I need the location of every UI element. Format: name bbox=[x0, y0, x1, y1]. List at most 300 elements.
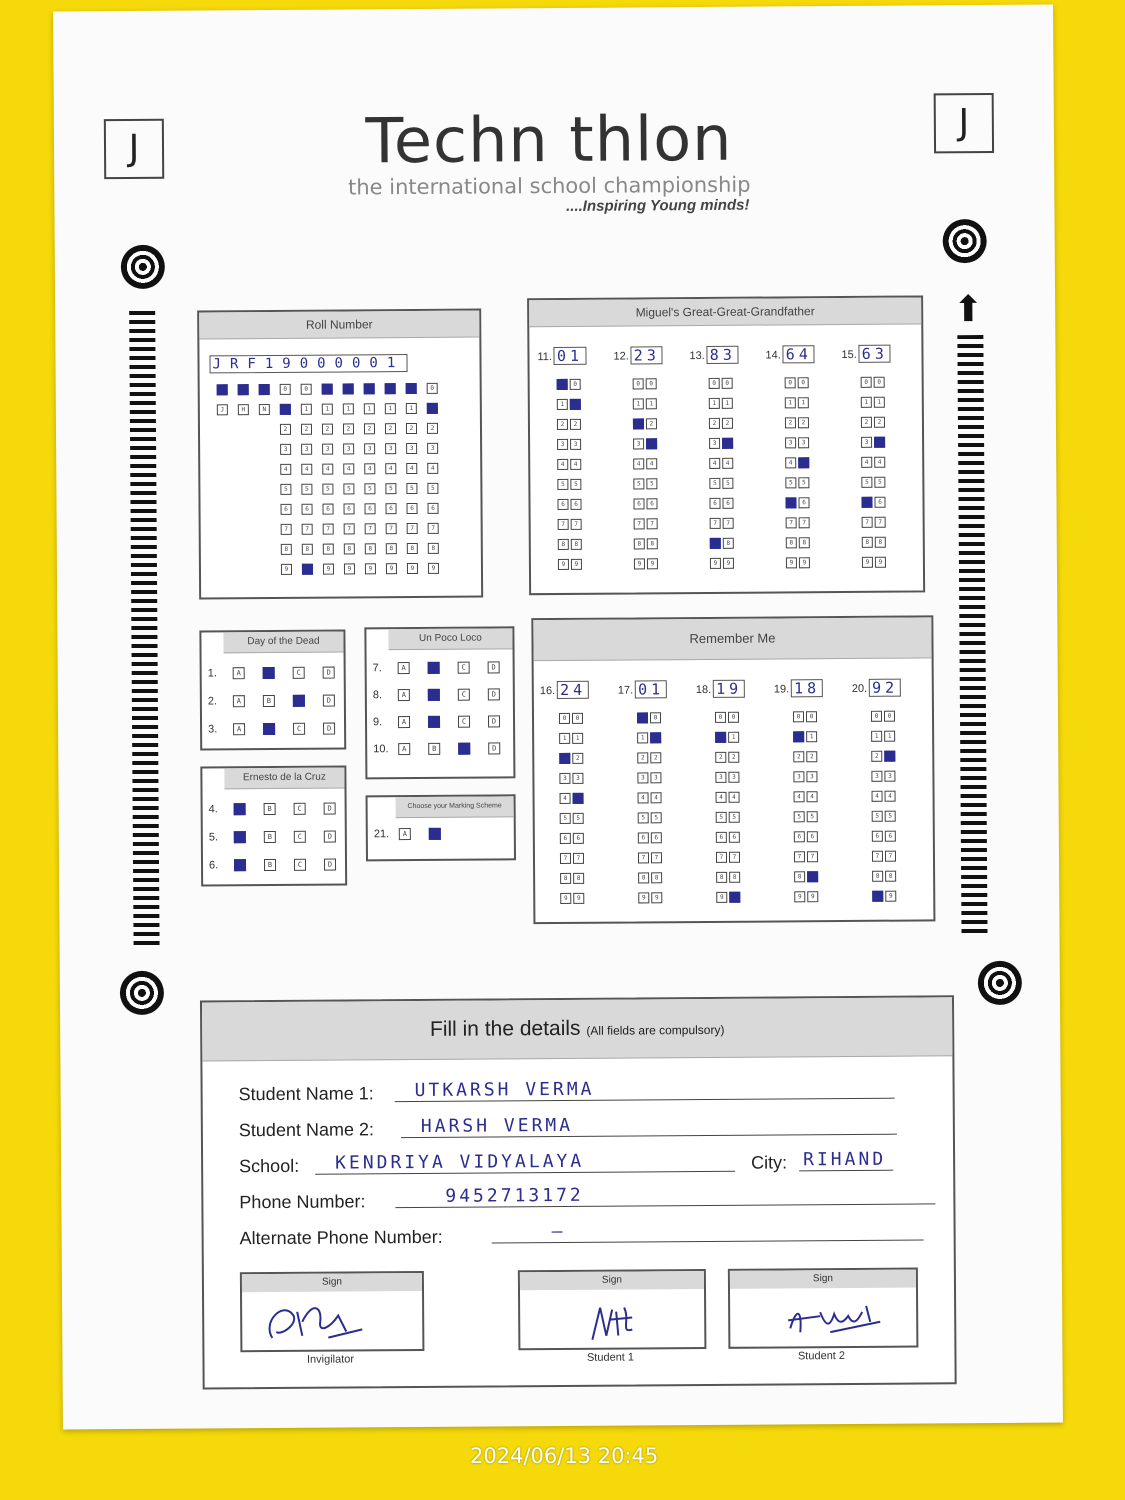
day-of-dead-option-bubble[interactable]: B bbox=[263, 723, 275, 735]
marking-scheme-option-bubble[interactable]: B bbox=[429, 828, 441, 840]
day-of-dead-option-bubble[interactable]: A bbox=[233, 667, 245, 679]
miguel-bubble[interactable]: 0 bbox=[646, 379, 657, 390]
remember-bubble[interactable]: 0 bbox=[806, 711, 817, 722]
remember-bubble[interactable]: 2 bbox=[715, 752, 726, 763]
miguel-bubble[interactable]: 8 bbox=[634, 539, 645, 550]
un-poco-loco-option-bubble[interactable]: B bbox=[428, 743, 440, 755]
miguel-bubble[interactable]: 3 bbox=[633, 439, 644, 450]
miguel-bubble[interactable]: 2 bbox=[570, 419, 581, 430]
remember-bubble[interactable]: 1 bbox=[728, 732, 739, 743]
miguel-bubble[interactable]: 4 bbox=[722, 458, 733, 469]
miguel-bubble[interactable]: 3 bbox=[557, 439, 568, 450]
remember-bubble[interactable]: 1 bbox=[572, 733, 583, 744]
day-of-dead-option-bubble[interactable]: D bbox=[323, 695, 335, 707]
ernesto-option-bubble[interactable]: A bbox=[234, 803, 246, 815]
remember-bubble[interactable]: 5 bbox=[716, 812, 727, 823]
miguel-bubble[interactable]: 0 bbox=[722, 378, 733, 389]
miguel-bubble[interactable]: 4 bbox=[798, 458, 809, 469]
remember-bubble[interactable]: 5 bbox=[807, 811, 818, 822]
remember-bubble[interactable]: 1 bbox=[806, 731, 817, 742]
roll-bubble[interactable]: 7 bbox=[323, 523, 334, 534]
miguel-bubble[interactable]: 8 bbox=[875, 537, 886, 548]
ernesto-option-bubble[interactable]: D bbox=[324, 859, 336, 871]
roll-bubble[interactable]: 8 bbox=[386, 543, 397, 554]
miguel-bubble[interactable]: 3 bbox=[785, 438, 796, 449]
miguel-bubble[interactable]: 4 bbox=[709, 458, 720, 469]
miguel-bubble[interactable]: 4 bbox=[633, 459, 644, 470]
un-poco-loco-option-bubble[interactable]: D bbox=[488, 715, 500, 727]
roll-bubble[interactable]: 3 bbox=[364, 443, 375, 454]
miguel-bubble[interactable]: 4 bbox=[785, 458, 796, 469]
remember-bubble[interactable]: 5 bbox=[729, 812, 740, 823]
un-poco-loco-option-bubble[interactable]: A bbox=[398, 716, 410, 728]
un-poco-loco-option-bubble[interactable]: A bbox=[398, 743, 410, 755]
remember-bubble[interactable]: 7 bbox=[716, 852, 727, 863]
remember-bubble[interactable]: 4 bbox=[729, 792, 740, 803]
miguel-bubble[interactable]: 2 bbox=[722, 418, 733, 429]
remember-bubble[interactable]: 9 bbox=[807, 891, 818, 902]
remember-bubble[interactable]: 4 bbox=[573, 793, 584, 804]
remember-bubble[interactable]: 5 bbox=[794, 812, 805, 823]
remember-bubble[interactable]: 3 bbox=[572, 773, 583, 784]
remember-bubble[interactable]: 3 bbox=[871, 771, 882, 782]
remember-bubble[interactable]: 4 bbox=[794, 792, 805, 803]
roll-bubble[interactable]: 4 bbox=[343, 463, 354, 474]
roll-bubble[interactable]: R bbox=[238, 384, 249, 395]
miguel-bubble[interactable]: 5 bbox=[722, 478, 733, 489]
miguel-bubble[interactable]: 5 bbox=[633, 479, 644, 490]
un-poco-loco-option-bubble[interactable]: C bbox=[458, 662, 470, 674]
remember-bubble[interactable]: 7 bbox=[573, 853, 584, 864]
miguel-bubble[interactable]: 0 bbox=[798, 378, 809, 389]
roll-bubble[interactable]: 5 bbox=[427, 482, 438, 493]
remember-bubble[interactable]: 3 bbox=[637, 773, 648, 784]
roll-bubble[interactable]: 1 bbox=[406, 402, 417, 413]
school-field[interactable]: KENDRIYA VIDYALAYA bbox=[315, 1151, 735, 1175]
remember-bubble[interactable]: 9 bbox=[729, 892, 740, 903]
miguel-bubble[interactable]: 6 bbox=[722, 498, 733, 509]
remember-bubble[interactable]: 2 bbox=[650, 753, 661, 764]
remember-bubble[interactable]: 1 bbox=[871, 731, 882, 742]
remember-bubble[interactable]: 9 bbox=[573, 893, 584, 904]
miguel-bubble[interactable]: 4 bbox=[570, 459, 581, 470]
miguel-bubble[interactable]: 8 bbox=[710, 538, 721, 549]
roll-bubble[interactable]: 0 bbox=[364, 383, 375, 394]
student1-field[interactable]: UTKARSH VERMA bbox=[395, 1078, 895, 1102]
un-poco-loco-option-bubble[interactable]: B bbox=[428, 662, 440, 674]
miguel-bubble[interactable]: 8 bbox=[558, 539, 569, 550]
miguel-bubble[interactable]: 3 bbox=[798, 438, 809, 449]
remember-bubble[interactable]: 3 bbox=[715, 772, 726, 783]
remember-bubble[interactable]: 2 bbox=[806, 751, 817, 762]
un-poco-loco-option-bubble[interactable]: D bbox=[488, 662, 500, 674]
miguel-bubble[interactable]: 1 bbox=[874, 397, 885, 408]
roll-bubble[interactable]: 8 bbox=[407, 542, 418, 553]
miguel-bubble[interactable]: 6 bbox=[798, 498, 809, 509]
ernesto-option-bubble[interactable]: B bbox=[264, 831, 276, 843]
miguel-bubble[interactable]: 5 bbox=[861, 477, 872, 488]
roll-bubble[interactable]: 4 bbox=[427, 462, 438, 473]
roll-bubble[interactable]: 8 bbox=[428, 542, 439, 553]
invigilator-sign-box[interactable] bbox=[240, 1271, 425, 1352]
miguel-bubble[interactable]: 7 bbox=[723, 518, 734, 529]
miguel-bubble[interactable]: 2 bbox=[785, 418, 796, 429]
roll-bubble[interactable]: N bbox=[259, 404, 270, 415]
remember-bubble[interactable]: 6 bbox=[885, 831, 896, 842]
miguel-bubble[interactable]: 5 bbox=[785, 478, 796, 489]
roll-bubble[interactable]: 0 bbox=[322, 383, 333, 394]
miguel-bubble[interactable]: 6 bbox=[557, 499, 568, 510]
miguel-bubble[interactable]: 5 bbox=[557, 479, 568, 490]
remember-bubble[interactable]: 8 bbox=[872, 871, 883, 882]
remember-bubble[interactable]: 1 bbox=[793, 732, 804, 743]
day-of-dead-option-bubble[interactable]: D bbox=[323, 667, 335, 679]
roll-bubble[interactable]: 4 bbox=[322, 463, 333, 474]
day-of-dead-option-bubble[interactable]: C bbox=[293, 723, 305, 735]
roll-bubble[interactable]: 0 bbox=[406, 382, 417, 393]
roll-bubble[interactable]: 2 bbox=[406, 422, 417, 433]
miguel-bubble[interactable]: 1 bbox=[709, 398, 720, 409]
roll-bubble[interactable]: 7 bbox=[281, 523, 292, 534]
remember-bubble[interactable]: 5 bbox=[872, 811, 883, 822]
student2-field[interactable]: HARSH VERMA bbox=[401, 1114, 897, 1138]
miguel-bubble[interactable]: 2 bbox=[633, 419, 644, 430]
roll-bubble[interactable]: 4 bbox=[385, 463, 396, 474]
roll-bubble[interactable]: 5 bbox=[406, 482, 417, 493]
remember-bubble[interactable]: 0 bbox=[793, 712, 804, 723]
miguel-bubble[interactable]: 9 bbox=[647, 559, 658, 570]
remember-bubble[interactable]: 2 bbox=[871, 751, 882, 762]
miguel-bubble[interactable]: 6 bbox=[785, 498, 796, 509]
roll-bubble[interactable]: 6 bbox=[281, 503, 292, 514]
un-poco-loco-option-bubble[interactable]: C bbox=[458, 689, 470, 701]
remember-bubble[interactable]: 5 bbox=[885, 811, 896, 822]
remember-bubble[interactable]: 1 bbox=[715, 732, 726, 743]
miguel-bubble[interactable]: 1 bbox=[785, 398, 796, 409]
remember-bubble[interactable]: 3 bbox=[793, 772, 804, 783]
miguel-bubble[interactable]: 5 bbox=[874, 477, 885, 488]
roll-bubble[interactable]: 4 bbox=[406, 462, 417, 473]
miguel-bubble[interactable]: 5 bbox=[646, 479, 657, 490]
miguel-bubble[interactable]: 7 bbox=[710, 518, 721, 529]
student1-sign-box[interactable] bbox=[518, 1269, 707, 1350]
miguel-bubble[interactable]: 3 bbox=[709, 438, 720, 449]
miguel-bubble[interactable]: 9 bbox=[634, 559, 645, 570]
roll-bubble[interactable]: 0 bbox=[301, 383, 312, 394]
remember-bubble[interactable]: 0 bbox=[715, 712, 726, 723]
miguel-bubble[interactable]: 1 bbox=[570, 399, 581, 410]
roll-bubble[interactable]: 7 bbox=[407, 522, 418, 533]
roll-bubble[interactable]: 7 bbox=[386, 523, 397, 534]
roll-bubble[interactable]: 5 bbox=[343, 483, 354, 494]
roll-bubble[interactable]: 3 bbox=[406, 442, 417, 453]
remember-bubble[interactable]: 7 bbox=[794, 852, 805, 863]
remember-bubble[interactable]: 6 bbox=[560, 833, 571, 844]
miguel-bubble[interactable]: 9 bbox=[862, 557, 873, 568]
roll-bubble[interactable]: 5 bbox=[280, 483, 291, 494]
remember-bubble[interactable]: 8 bbox=[807, 871, 818, 882]
roll-bubble[interactable]: 5 bbox=[364, 483, 375, 494]
day-of-dead-option-bubble[interactable]: A bbox=[233, 695, 245, 707]
miguel-bubble[interactable]: 0 bbox=[861, 377, 872, 388]
remember-bubble[interactable]: 6 bbox=[872, 831, 883, 842]
roll-bubble[interactable]: 4 bbox=[301, 463, 312, 474]
un-poco-loco-option-bubble[interactable]: D bbox=[488, 688, 500, 700]
miguel-bubble[interactable]: 8 bbox=[799, 538, 810, 549]
ernesto-option-bubble[interactable]: B bbox=[264, 859, 276, 871]
remember-bubble[interactable]: 2 bbox=[793, 752, 804, 763]
remember-bubble[interactable]: 5 bbox=[651, 813, 662, 824]
roll-bubble[interactable]: 0 bbox=[280, 383, 291, 394]
remember-bubble[interactable]: 8 bbox=[573, 873, 584, 884]
remember-bubble[interactable]: 7 bbox=[872, 851, 883, 862]
miguel-bubble[interactable]: 6 bbox=[633, 499, 644, 510]
remember-bubble[interactable]: 4 bbox=[560, 793, 571, 804]
roll-bubble[interactable]: 7 bbox=[428, 522, 439, 533]
remember-bubble[interactable]: 9 bbox=[716, 892, 727, 903]
un-poco-loco-option-bubble[interactable]: B bbox=[428, 689, 440, 701]
miguel-bubble[interactable]: 6 bbox=[709, 498, 720, 509]
remember-bubble[interactable]: 1 bbox=[637, 733, 648, 744]
miguel-bubble[interactable]: 6 bbox=[646, 499, 657, 510]
roll-bubble[interactable]: 5 bbox=[301, 483, 312, 494]
miguel-bubble[interactable]: 7 bbox=[862, 517, 873, 528]
miguel-bubble[interactable]: 2 bbox=[874, 417, 885, 428]
roll-bubble[interactable]: 1 bbox=[301, 403, 312, 414]
roll-bubble[interactable]: 2 bbox=[427, 422, 438, 433]
miguel-bubble[interactable]: 0 bbox=[785, 378, 796, 389]
remember-bubble[interactable]: 7 bbox=[885, 851, 896, 862]
roll-bubble[interactable]: 2 bbox=[322, 423, 333, 434]
ernesto-option-bubble[interactable]: C bbox=[294, 803, 306, 815]
roll-bubble[interactable]: 8 bbox=[281, 543, 292, 554]
day-of-dead-option-bubble[interactable]: B bbox=[263, 695, 275, 707]
ernesto-option-bubble[interactable]: D bbox=[324, 831, 336, 843]
miguel-bubble[interactable]: 3 bbox=[646, 439, 657, 450]
miguel-bubble[interactable]: 4 bbox=[557, 459, 568, 470]
roll-bubble[interactable]: 8 bbox=[365, 543, 376, 554]
miguel-bubble[interactable]: 1 bbox=[646, 399, 657, 410]
miguel-bubble[interactable]: 7 bbox=[647, 519, 658, 530]
miguel-bubble[interactable]: 1 bbox=[798, 398, 809, 409]
remember-bubble[interactable]: 6 bbox=[807, 831, 818, 842]
day-of-dead-option-bubble[interactable]: D bbox=[323, 723, 335, 735]
remember-bubble[interactable]: 0 bbox=[884, 711, 895, 722]
roll-bubble[interactable]: 6 bbox=[344, 503, 355, 514]
miguel-bubble[interactable]: 7 bbox=[875, 517, 886, 528]
remember-bubble[interactable]: 3 bbox=[650, 773, 661, 784]
miguel-bubble[interactable]: 7 bbox=[571, 519, 582, 530]
miguel-bubble[interactable]: 0 bbox=[874, 377, 885, 388]
ernesto-option-bubble[interactable]: A bbox=[234, 859, 246, 871]
student2-sign-box[interactable] bbox=[728, 1268, 919, 1349]
miguel-bubble[interactable]: 6 bbox=[861, 497, 872, 508]
miguel-bubble[interactable]: 4 bbox=[646, 459, 657, 470]
remember-bubble[interactable]: 8 bbox=[794, 872, 805, 883]
remember-bubble[interactable]: 7 bbox=[807, 851, 818, 862]
remember-bubble[interactable]: 6 bbox=[638, 833, 649, 844]
miguel-bubble[interactable]: 3 bbox=[861, 437, 872, 448]
remember-bubble[interactable]: 7 bbox=[651, 853, 662, 864]
day-of-dead-option-bubble[interactable]: C bbox=[293, 695, 305, 707]
un-poco-loco-option-bubble[interactable]: C bbox=[458, 743, 470, 755]
miguel-bubble[interactable]: 7 bbox=[558, 519, 569, 530]
remember-bubble[interactable]: 0 bbox=[637, 713, 648, 724]
remember-bubble[interactable]: 0 bbox=[559, 713, 570, 724]
roll-bubble[interactable]: 1 bbox=[280, 403, 291, 414]
city-field[interactable]: RIHAND bbox=[799, 1150, 893, 1172]
miguel-bubble[interactable]: 3 bbox=[722, 438, 733, 449]
day-of-dead-option-bubble[interactable]: C bbox=[293, 667, 305, 679]
remember-bubble[interactable]: 7 bbox=[729, 852, 740, 863]
miguel-bubble[interactable]: 5 bbox=[570, 479, 581, 490]
roll-bubble[interactable]: J bbox=[217, 384, 228, 395]
roll-bubble[interactable]: 9 bbox=[302, 563, 313, 574]
remember-bubble[interactable]: 2 bbox=[637, 753, 648, 764]
miguel-bubble[interactable]: 6 bbox=[570, 499, 581, 510]
remember-bubble[interactable]: 8 bbox=[885, 871, 896, 882]
remember-bubble[interactable]: 9 bbox=[794, 892, 805, 903]
roll-bubble[interactable]: 3 bbox=[322, 443, 333, 454]
miguel-bubble[interactable]: 8 bbox=[647, 539, 658, 550]
miguel-bubble[interactable]: 3 bbox=[874, 437, 885, 448]
miguel-bubble[interactable]: 5 bbox=[709, 478, 720, 489]
roll-bubble[interactable]: 9 bbox=[344, 563, 355, 574]
remember-bubble[interactable]: 2 bbox=[572, 753, 583, 764]
roll-bubble[interactable]: 1 bbox=[322, 403, 333, 414]
roll-bubble[interactable]: 7 bbox=[365, 523, 376, 534]
un-poco-loco-option-bubble[interactable]: B bbox=[428, 716, 440, 728]
roll-bubble[interactable]: 0 bbox=[385, 383, 396, 394]
roll-bubble[interactable]: F bbox=[259, 384, 270, 395]
day-of-dead-option-bubble[interactable]: B bbox=[263, 667, 275, 679]
miguel-bubble[interactable]: 9 bbox=[558, 559, 569, 570]
ernesto-option-bubble[interactable]: C bbox=[294, 831, 306, 843]
roll-bubble[interactable]: 9 bbox=[365, 563, 376, 574]
un-poco-loco-option-bubble[interactable]: C bbox=[458, 716, 470, 728]
remember-bubble[interactable]: 8 bbox=[560, 873, 571, 884]
miguel-bubble[interactable]: 8 bbox=[786, 538, 797, 549]
roll-bubble[interactable]: 5 bbox=[385, 483, 396, 494]
roll-bubble[interactable]: 0 bbox=[343, 383, 354, 394]
roll-bubble[interactable]: 2 bbox=[280, 423, 291, 434]
remember-bubble[interactable]: 3 bbox=[559, 773, 570, 784]
miguel-bubble[interactable]: 4 bbox=[874, 457, 885, 468]
roll-bubble[interactable]: 3 bbox=[301, 443, 312, 454]
remember-bubble[interactable]: 5 bbox=[560, 813, 571, 824]
roll-bubble[interactable]: 6 bbox=[323, 503, 334, 514]
miguel-bubble[interactable]: 1 bbox=[722, 398, 733, 409]
remember-bubble[interactable]: 2 bbox=[884, 751, 895, 762]
ernesto-option-bubble[interactable]: D bbox=[324, 803, 336, 815]
remember-bubble[interactable]: 7 bbox=[638, 853, 649, 864]
roll-bubble[interactable]: 3 bbox=[427, 442, 438, 453]
roll-bubble[interactable]: 9 bbox=[407, 562, 418, 573]
miguel-bubble[interactable]: 1 bbox=[633, 399, 644, 410]
remember-bubble[interactable]: 6 bbox=[794, 832, 805, 843]
miguel-bubble[interactable]: 2 bbox=[557, 419, 568, 430]
un-poco-loco-option-bubble[interactable]: D bbox=[488, 742, 500, 754]
miguel-bubble[interactable]: 0 bbox=[709, 378, 720, 389]
miguel-bubble[interactable]: 8 bbox=[571, 539, 582, 550]
remember-bubble[interactable]: 2 bbox=[559, 753, 570, 764]
miguel-bubble[interactable]: 0 bbox=[570, 379, 581, 390]
remember-bubble[interactable]: 4 bbox=[807, 791, 818, 802]
ernesto-option-bubble[interactable]: A bbox=[234, 831, 246, 843]
miguel-bubble[interactable]: 3 bbox=[570, 439, 581, 450]
roll-bubble[interactable]: 1 bbox=[385, 403, 396, 414]
miguel-bubble[interactable]: 7 bbox=[799, 518, 810, 529]
remember-bubble[interactable]: 4 bbox=[885, 791, 896, 802]
miguel-bubble[interactable]: 2 bbox=[861, 417, 872, 428]
roll-bubble[interactable]: 2 bbox=[343, 423, 354, 434]
roll-bubble[interactable]: 3 bbox=[343, 443, 354, 454]
miguel-bubble[interactable]: 8 bbox=[723, 538, 734, 549]
remember-bubble[interactable]: 8 bbox=[638, 873, 649, 884]
roll-bubble[interactable]: 9 bbox=[386, 563, 397, 574]
remember-bubble[interactable]: 8 bbox=[716, 872, 727, 883]
phone-field[interactable]: 9452713172 bbox=[395, 1183, 935, 1208]
un-poco-loco-option-bubble[interactable]: A bbox=[398, 662, 410, 674]
miguel-bubble[interactable]: 9 bbox=[571, 559, 582, 570]
roll-bubble[interactable]: 1 bbox=[364, 403, 375, 414]
remember-bubble[interactable]: 2 bbox=[728, 752, 739, 763]
remember-bubble[interactable]: 0 bbox=[728, 712, 739, 723]
remember-bubble[interactable]: 1 bbox=[884, 731, 895, 742]
miguel-bubble[interactable]: 9 bbox=[723, 558, 734, 569]
roll-bubble[interactable]: 1 bbox=[343, 403, 354, 414]
roll-bubble[interactable]: 4 bbox=[280, 463, 291, 474]
miguel-bubble[interactable]: 8 bbox=[862, 537, 873, 548]
roll-bubble[interactable]: 2 bbox=[301, 423, 312, 434]
roll-bubble[interactable]: 6 bbox=[385, 503, 396, 514]
remember-bubble[interactable]: 9 bbox=[651, 893, 662, 904]
roll-bubble[interactable]: 3 bbox=[280, 443, 291, 454]
marking-scheme-option-bubble[interactable]: A bbox=[399, 828, 411, 840]
miguel-bubble[interactable]: 7 bbox=[634, 519, 645, 530]
roll-bubble[interactable]: 9 bbox=[428, 562, 439, 573]
remember-bubble[interactable]: 7 bbox=[560, 853, 571, 864]
roll-bubble[interactable]: 9 bbox=[281, 563, 292, 574]
remember-bubble[interactable]: 6 bbox=[573, 833, 584, 844]
miguel-bubble[interactable]: 9 bbox=[710, 558, 721, 569]
roll-bubble[interactable]: 0 bbox=[427, 382, 438, 393]
remember-bubble[interactable]: 5 bbox=[573, 813, 584, 824]
roll-bubble[interactable]: 5 bbox=[322, 483, 333, 494]
roll-bubble[interactable]: 9 bbox=[323, 563, 334, 574]
miguel-bubble[interactable]: 9 bbox=[875, 557, 886, 568]
day-of-dead-option-bubble[interactable]: A bbox=[233, 723, 245, 735]
remember-bubble[interactable]: 9 bbox=[872, 891, 883, 902]
miguel-bubble[interactable]: 9 bbox=[786, 558, 797, 569]
miguel-bubble[interactable]: 0 bbox=[633, 379, 644, 390]
remember-bubble[interactable]: 0 bbox=[871, 711, 882, 722]
remember-bubble[interactable]: 0 bbox=[650, 713, 661, 724]
miguel-bubble[interactable]: 6 bbox=[874, 497, 885, 508]
remember-bubble[interactable]: 0 bbox=[572, 713, 583, 724]
miguel-bubble[interactable]: 1 bbox=[557, 399, 568, 410]
roll-bubble[interactable]: 6 bbox=[365, 503, 376, 514]
roll-bubble[interactable]: 4 bbox=[364, 463, 375, 474]
alt-phone-field[interactable]: — bbox=[492, 1219, 924, 1243]
roll-bubble[interactable]: 8 bbox=[344, 543, 355, 554]
remember-bubble[interactable]: 4 bbox=[872, 791, 883, 802]
roll-bubble[interactable]: H bbox=[238, 404, 249, 415]
miguel-bubble[interactable]: 2 bbox=[709, 418, 720, 429]
roll-bubble[interactable]: 6 bbox=[406, 502, 417, 513]
roll-bubble[interactable]: 2 bbox=[364, 423, 375, 434]
roll-bubble[interactable]: 2 bbox=[385, 423, 396, 434]
